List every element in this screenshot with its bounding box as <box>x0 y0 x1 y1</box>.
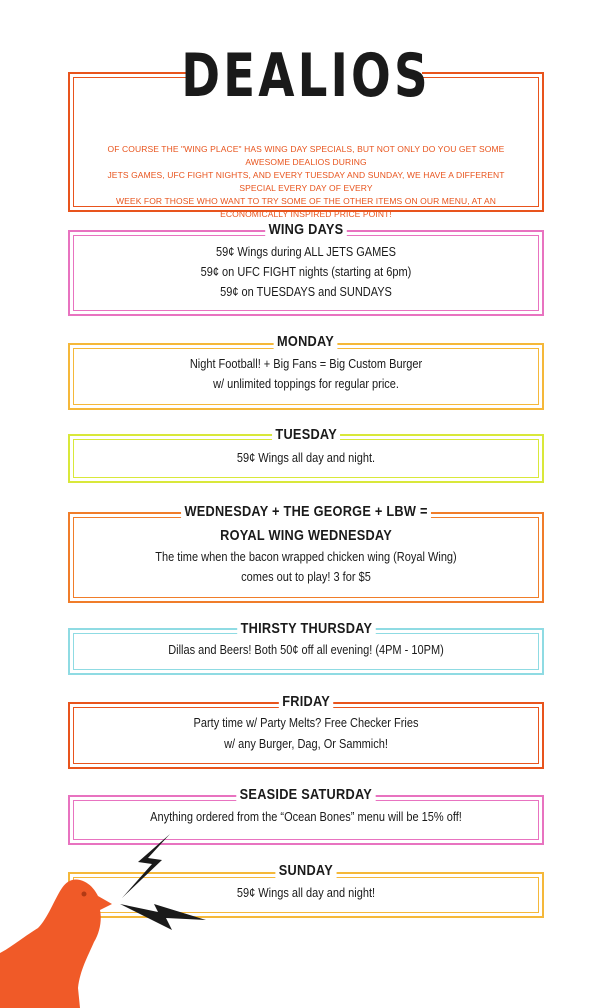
section-heading: WEDNESDAY + THE GEORGE + LBW = <box>181 503 431 520</box>
friday-line-2: w/ any Burger, Dag, Or Sammich! <box>224 737 388 751</box>
bird-icon <box>0 858 130 1008</box>
saturday-heading <box>0 786 612 804</box>
wednesday-subheading <box>0 527 612 545</box>
wing-days-heading <box>0 221 612 239</box>
section-heading: SUNDAY <box>275 862 336 879</box>
intro-text <box>100 143 512 221</box>
friday-heading <box>0 693 612 711</box>
section-heading: THIRSTY THURSDAY <box>237 620 375 637</box>
section-subheading: ROYAL WING WEDNESDAY <box>217 527 396 544</box>
section-heading: TUESDAY <box>272 426 340 443</box>
intro-line: JETS GAMES, UFC FIGHT NIGHTS, AND EVERY TUESDAY AND SUNDAY, WE HAVE A DIFFERENT SPECIAL EVERY DAY OF EVERY <box>107 170 505 193</box>
friday-line-1: Party time w/ Party Melts? Free Checker Fries <box>193 716 419 730</box>
sunday-line-1: 59¢ Wings all day and night! <box>236 886 376 900</box>
friday-box <box>68 702 544 769</box>
lightning-bolt-icon <box>118 832 178 902</box>
monday-line-2: w/ unlimited toppings for regular price. <box>213 377 399 391</box>
monday-heading <box>0 333 612 351</box>
section-heading: SEASIDE SATURDAY <box>236 786 375 803</box>
wing-days-line-3: 59¢ on TUESDAYS and SUNDAYS <box>220 285 392 299</box>
section-heading: FRIDAY <box>279 693 334 710</box>
section-heading: MONDAY <box>274 333 338 350</box>
thursday-heading <box>0 620 612 638</box>
intro-line: OF COURSE THE "WING PLACE" HAS WING DAY SPECIALS, BUT NOT ONLY DO YOU GET SOME AWESOME DEALIOS DURING <box>107 144 505 167</box>
wing-days-line-1: 59¢ Wings during ALL JETS GAMES <box>216 245 396 259</box>
page-title: DEALIOS <box>181 41 431 111</box>
lightning-bolt-icon <box>118 900 208 934</box>
intro-line: WEEK FOR THOSE WHO WANT TO TRY SOME OF THE OTHER ITEMS ON OUR MENU, AT AN ECONOMICALLY INSPIRED PRICE POINT! <box>116 196 496 219</box>
wednesday-line-1: The time when the bacon wrapped chicken wing (Royal Wing) <box>155 550 457 564</box>
wednesday-heading <box>0 503 612 521</box>
saturday-line-1: Anything ordered from the “Ocean Bones” menu will be 15% off! <box>150 810 462 824</box>
section-heading: WING DAYS <box>265 221 347 238</box>
tuesday-heading <box>0 426 612 444</box>
wing-days-line-2: 59¢ on UFC FIGHT nights (starting at 6pm) <box>200 265 412 279</box>
monday-line-1: Night Football! + Big Fans = Big Custom Burger <box>189 357 423 371</box>
wednesday-line-2: comes out to play! 3 for $5 <box>241 570 371 584</box>
thursday-line-1: Dillas and Beers! Both 50¢ off all evening! (4PM - 10PM) <box>168 643 444 657</box>
tuesday-line-1: 59¢ Wings all day and night. <box>236 451 376 465</box>
